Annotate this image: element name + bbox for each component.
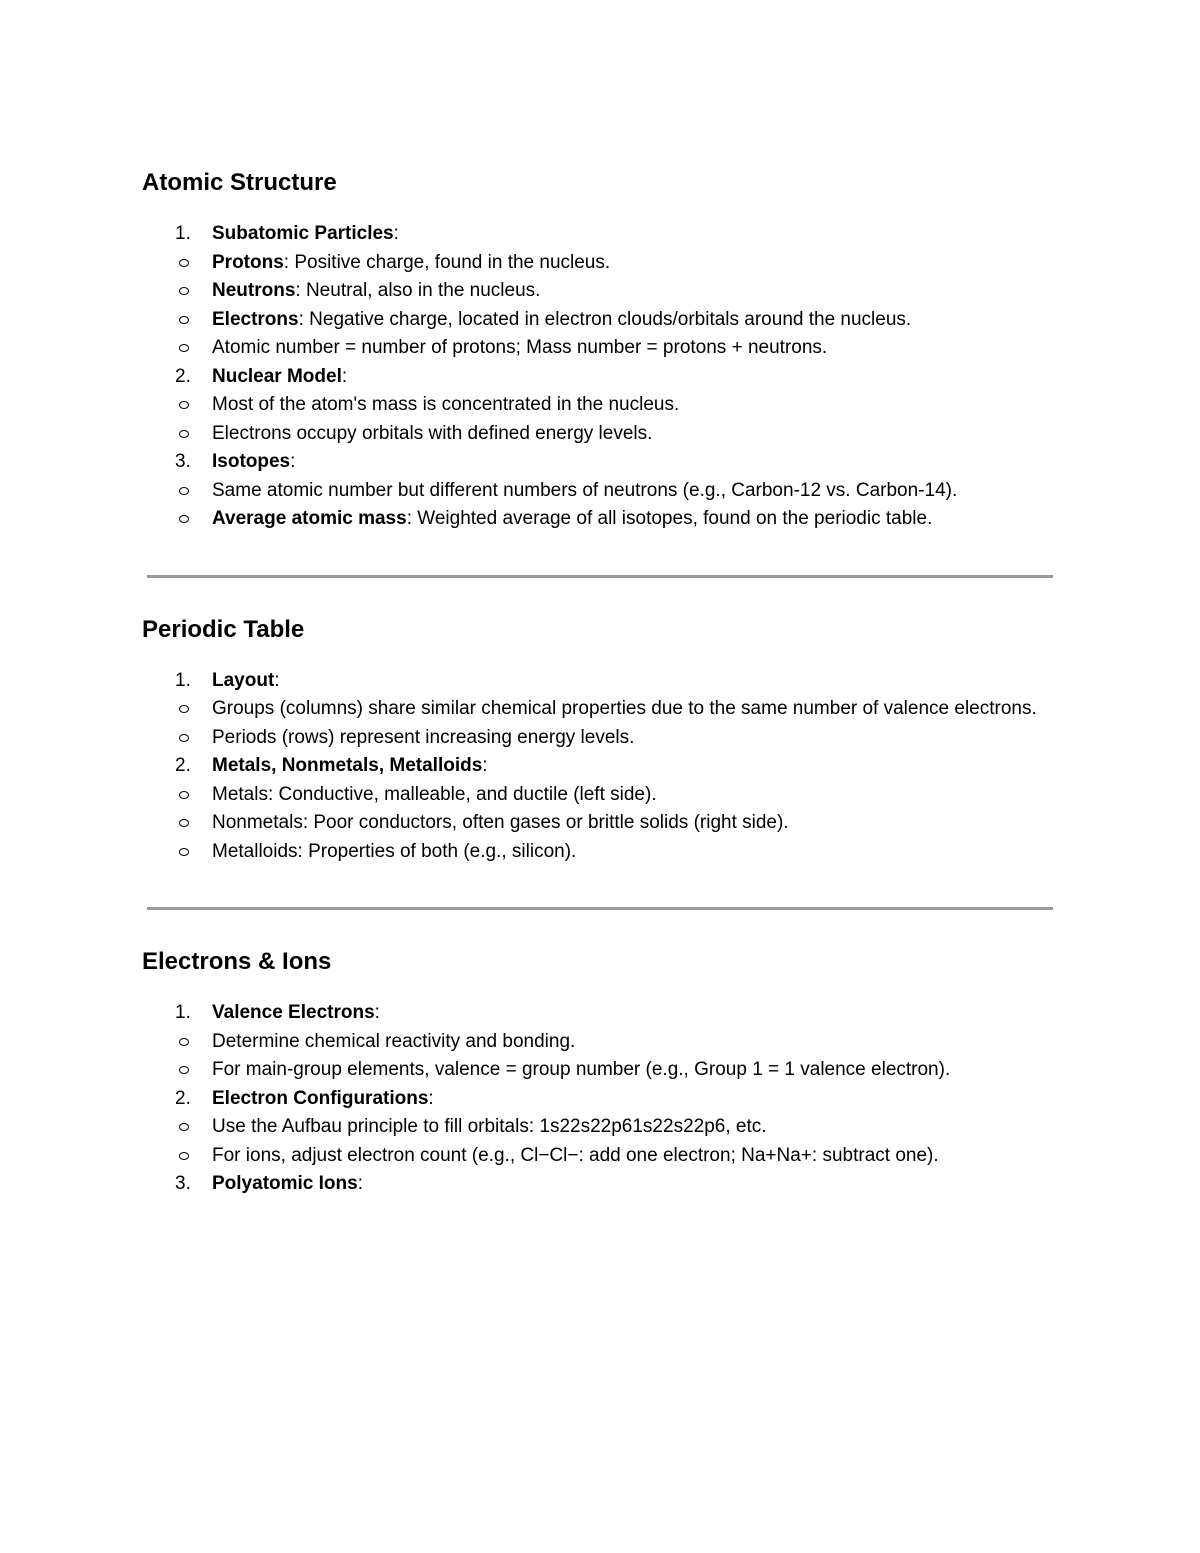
horizontal-divider [147, 907, 1053, 910]
list-number: 2. [175, 365, 191, 387]
horizontal-divider [147, 575, 1053, 578]
section-periodic-table [142, 615, 1054, 867]
list-number: 1. [175, 1002, 191, 1023]
list-item: 1. Layout: Groups (columns) share similar chemical properties due to the same number of valence electrons. Periods (rows) represent increasing energy levels. [142, 667, 1054, 753]
section-atomic-structure [142, 168, 1054, 534]
numbered-list [142, 999, 1054, 1199]
bullet-list [212, 1028, 1054, 1085]
list-item: 1. Valence Electrons: Determine chemical reactivity and bonding. For main-group elements, valence = group number (e.g., Group 1 = 1 valence electron). [142, 999, 1054, 1085]
hollow-bullet-icon [179, 316, 189, 324]
hollow-bullet-icon [179, 401, 189, 409]
bullet-item: Neutrons: Neutral, also in the nucleus. [142, 277, 1054, 306]
bullet-item: Same atomic number but different numbers of neutrons (e.g., Carbon-12 vs. Carbon-14). [142, 477, 1054, 506]
item-heading: Subatomic Particles [212, 223, 394, 244]
bullet-item: Nonmetals: Poor conductors, often gases or brittle solids (right side). [142, 809, 1054, 838]
item-heading: Valence Electrons [212, 1002, 375, 1023]
item-heading: Nuclear Model [212, 365, 342, 387]
bullet-list [212, 249, 1054, 363]
list-number: 1. [175, 669, 191, 691]
hollow-bullet-icon [179, 287, 189, 295]
item-heading: Isotopes [212, 451, 291, 472]
hollow-bullet-icon [179, 791, 189, 799]
bullet-list [212, 695, 1054, 752]
hollow-bullet-icon [179, 705, 189, 713]
bullet-item: Protons: Positive charge, found in the nucleus. [142, 249, 1054, 278]
bullet-item: Electrons occupy orbitals with defined energy levels. [142, 420, 1054, 449]
item-heading: Metals, Nonmetals, Metalloids [212, 755, 483, 776]
hollow-bullet-icon [179, 1038, 189, 1046]
bullet-item: Determine chemical reactivity and bonding. [142, 1028, 1054, 1057]
bullet-list [212, 477, 1054, 534]
hollow-bullet-icon [179, 1123, 189, 1131]
list-item: 2. Electron Configurations: Use the Aufbau principle to fill orbitals: 1s22s22p61s22s22p6, etc. For ions, adjust electron count (e.g., Cl−Cl−: add one electron; Na+Na+: subtract one). [142, 1085, 1054, 1171]
list-item: 2. Metals, Nonmetals, Metalloids: Metals: Conductive, malleable, and ductile (left side). Nonmetals: Poor conductors, often gases or brittle solids (right side). Metalloids: Properties of both (e.g., silicon). [142, 752, 1054, 866]
list-item: 3. Polyatomic Ions: [142, 1170, 1054, 1199]
numbered-list [142, 667, 1054, 867]
list-number: 3. [175, 451, 191, 472]
hollow-bullet-icon [179, 819, 189, 827]
list-item: 3. Isotopes: Same atomic number but different numbers of neutrons (e.g., Carbon-12 vs. Carbon-14). Average atomic mass: Weighted average of all isotopes, found on the periodic table. [142, 448, 1054, 534]
bullet-item: Metalloids: Properties of both (e.g., silicon). [142, 838, 1054, 867]
bullet-item: Metals: Conductive, malleable, and ductile (left side). [142, 781, 1054, 810]
bullet-item: Use the Aufbau principle to fill orbitals: 1s22s22p61s22s22p6, etc. [142, 1113, 1054, 1142]
section-title: Periodic Table [142, 615, 305, 643]
hollow-bullet-icon [179, 259, 189, 267]
bullet-item: Most of the atom's mass is concentrated in the nucleus. [142, 391, 1054, 420]
list-number: 1. [175, 223, 191, 244]
bullet-item: Groups (columns) share similar chemical properties due to the same number of valence electrons. [142, 695, 1054, 724]
hollow-bullet-icon [179, 515, 189, 523]
list-number: 2. [175, 1087, 191, 1109]
hollow-bullet-icon [179, 1066, 189, 1074]
bullet-item: Periods (rows) represent increasing energy levels. [142, 724, 1054, 753]
bullet-item: For main-group elements, valence = group number (e.g., Group 1 = 1 valence electron). [142, 1056, 1054, 1085]
section-electrons-ions [142, 947, 1054, 1199]
section-title: Electrons & Ions [142, 948, 332, 975]
item-heading: Electron Configurations [212, 1087, 429, 1109]
list-item: 2. Nuclear Model: Most of the atom's mass is concentrated in the nucleus. Electrons occupy orbitals with defined energy levels. [142, 363, 1054, 449]
bullet-list [212, 1113, 1054, 1170]
bullet-item: For ions, adjust electron count (e.g., Cl−Cl−: add one electron; Na+Na+: subtract one). [142, 1142, 1054, 1171]
hollow-bullet-icon [179, 848, 189, 856]
hollow-bullet-icon [179, 1152, 189, 1160]
item-heading: Layout [212, 669, 275, 691]
list-number: 2. [175, 755, 191, 776]
document-page [142, 168, 1054, 1199]
bullet-item: Electrons: Negative charge, located in electron clouds/orbitals around the nucleus. [142, 306, 1054, 335]
hollow-bullet-icon [179, 344, 189, 352]
bullet-item: Average atomic mass: Weighted average of all isotopes, found on the periodic table. [142, 505, 1054, 534]
hollow-bullet-icon [179, 487, 189, 495]
bullet-item: Atomic number = number of protons; Mass number = protons + neutrons. [142, 334, 1054, 363]
item-heading: Polyatomic Ions [212, 1173, 358, 1194]
list-item: 1. Subatomic Particles: Protons: Positive charge, found in the nucleus. Neutrons: Neutral, also in the nucleus. Electrons: Negative charge, located in electron clouds/orbitals around the nucleus. Atomic number = number of protons; Mass number = protons + neutrons. [142, 220, 1054, 363]
list-number: 3. [175, 1173, 191, 1194]
hollow-bullet-icon [179, 430, 189, 438]
bullet-list [212, 781, 1054, 867]
bullet-list [212, 391, 1054, 448]
section-title: Atomic Structure [142, 169, 337, 196]
hollow-bullet-icon [179, 734, 189, 742]
numbered-list [142, 220, 1054, 534]
